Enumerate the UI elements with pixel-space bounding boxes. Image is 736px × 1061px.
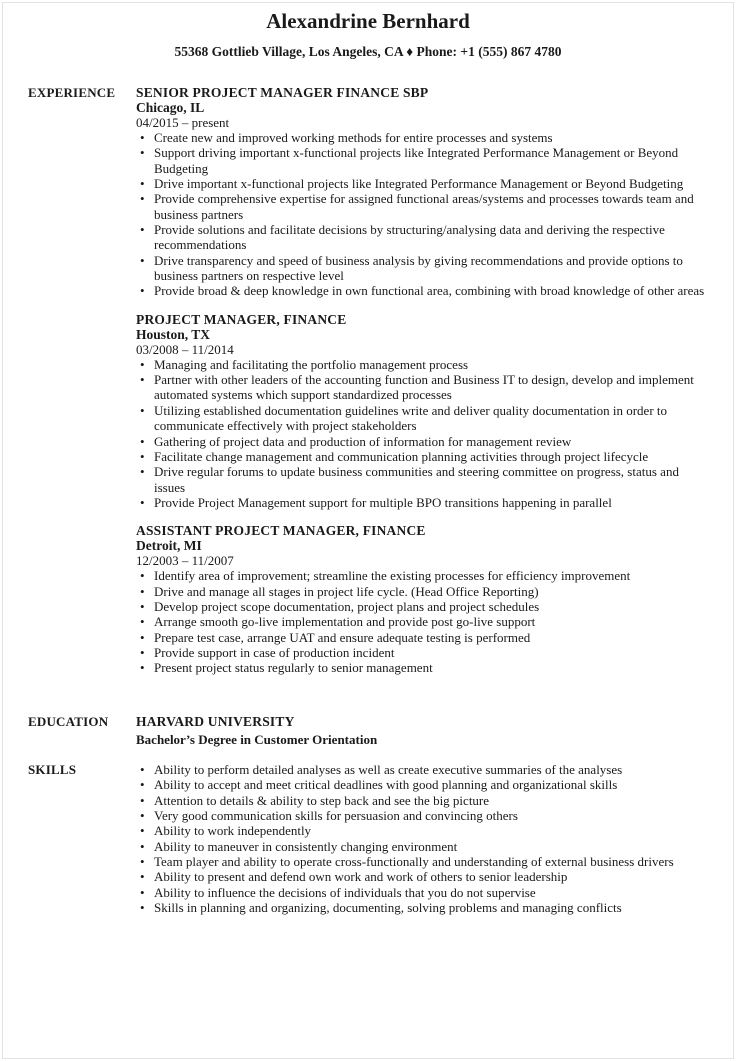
job-bullet-list [136,130,711,299]
bullet-icon: • [140,176,145,192]
job-entry [136,85,711,299]
job-bullet: • Arrange smooth go-live implementation and provide post go-live support [140,614,536,630]
bullet-icon: • [140,583,145,599]
skill-item: • Very good communication skills for persuasion and convincing others [140,808,518,824]
job-location: Detroit, MI [136,538,202,554]
job-bullet: • Drive important x-functional projects like Integrated Performance Management or Beyond Budgeting [140,176,684,192]
job-bullet: • Present project status regularly to senior management [140,660,433,676]
job-entry [136,312,711,510]
skill-item: • Ability to work independently [140,823,312,839]
candidate-name: Alexandrine Bernhard [266,9,470,33]
job-bullet: • Identify area of improvement; streamline the existing processes for efficiency improvement [140,568,631,584]
skills-label: SKILLS [28,762,77,777]
bullet-icon: • [140,644,145,660]
bullet-icon: • [140,629,145,645]
experience-label: EXPERIENCE [28,85,116,100]
job-bullet: • Provide support in case of production incident [140,644,395,660]
job-location: Houston, TX [136,326,211,342]
job-bullet: • Managing and facilitating the portfolio management process [140,356,469,372]
education-label: EDUCATION [28,714,109,729]
bullet-icon: • [140,130,145,145]
bullet-icon: • [140,598,145,614]
job-bullet: • Provide comprehensive expertise for assigned functional areas/systems and processes towards team and business partners [140,191,694,222]
skill-item: • Ability to accept and meet critical deadlines with good planning and organizational skills [140,777,618,793]
bullet-icon: • [140,222,145,238]
job-title: SENIOR PROJECT MANAGER FINANCE SBP [136,85,429,100]
bullet-icon: • [140,448,145,464]
job-bullet: • Provide broad & deep knowledge in own functional area, combining with broad knowledge of other areas [140,283,705,299]
bullet-icon: • [140,660,145,676]
job-bullet: • Drive regular forums to update business communities and steering committee on progress, status and issues [140,464,679,495]
bullet-icon: • [140,869,145,885]
skill-item: • Skills in planning and organizing, documenting, solving problems and managing conflicts [140,900,622,916]
education-body [136,714,711,747]
job-title: ASSISTANT PROJECT MANAGER, FINANCE [136,523,426,539]
job-entry [136,523,711,675]
job-bullet: • Gathering of project data and production of information for management review [140,433,572,449]
bullet-icon: • [140,823,145,839]
bullet-icon: • [140,372,145,388]
bullet-icon: • [140,777,145,793]
bullet-icon: • [140,433,145,449]
bullet-icon: • [140,145,145,161]
job-bullet-list [136,568,711,675]
job-dates: 12/2003 – 11/2007 [136,553,234,569]
skill-item: • Ability to perform detailed analyses as well as create executive summaries of the analyses [140,762,623,777]
bullet-icon: • [140,900,145,916]
bullet-icon: • [140,884,145,900]
skill-item: • Team player and ability to operate cross-functionally and understanding of external business drivers [140,854,674,870]
job-bullet: • Facilitate change management and communication planning activities through project lifecycle [140,448,649,464]
skill-item: • Ability to maneuver in consistently changing environment [140,838,458,854]
school-name: HARVARD UNIVERSITY [136,714,295,729]
bullet-icon: • [140,283,145,299]
bullet-icon: • [140,402,145,418]
job-bullet: • Develop project scope documentation, project plans and project schedules [140,598,540,614]
skills-body [136,762,711,915]
job-bullet: • Drive transparency and speed of business analysis by giving recommendations and provide options to business partners on respective level [140,252,683,284]
job-bullet: • Provide solutions and facilitate decisions by structuring/analysing data and deriving the respective recommendations [140,222,665,253]
skill-item: • Attention to details & ability to step back and see the big picture [140,792,490,808]
job-title: PROJECT MANAGER, FINANCE [136,311,347,327]
job-bullet: • Provide Project Management support for multiple BPO transitions happening in parallel [140,494,612,510]
experience-body [136,85,711,676]
job-location: Chicago, IL [136,100,205,115]
resume-header [0,8,736,61]
job-bullet: • Support driving important x-functional projects like Integrated Performance Management or Beyond Budgeting [140,145,679,176]
bullet-icon: • [140,854,145,870]
job-bullet-list [136,357,711,510]
skill-item: • Ability to influence the decisions of individuals that you do not supervise [140,884,536,900]
contact-line: 55368 Gottlieb Village, Los Angeles, CA ♦ Phone: +1 (555) 867 4780 [174,44,562,59]
bullet-icon: • [140,356,145,372]
bullet-icon: • [140,464,145,480]
job-bullet: • Drive and manage all stages in project life cycle. (Head Office Reporting) [140,583,539,599]
bullet-icon: • [140,191,145,207]
bullet-icon: • [140,808,145,824]
bullet-icon: • [140,614,145,630]
bullet-icon: • [140,792,145,808]
bullet-icon: • [140,838,145,854]
bullet-icon: • [140,252,145,268]
degree-name: Bachelor’s Degree in Customer Orientation [136,732,378,747]
job-bullet: • Prepare test case, arrange UAT and ensure adequate testing is performed [140,629,531,645]
skill-item: • Ability to present and defend own work and work of others to senior leadership [140,869,568,885]
skills-list [136,762,711,915]
bullet-icon: • [140,762,145,777]
job-bullet: • Create new and improved working methods for entire processes and systems [140,130,553,145]
job-dates: 04/2015 – present [136,115,230,130]
bullet-icon: • [140,568,145,584]
bullet-icon: • [140,494,145,510]
job-dates: 03/2008 – 11/2014 [136,341,234,357]
job-bullet: • Utilizing established documentation guidelines write and deliver quality documentation in order to communicate effectively with project stakeholders [140,402,668,434]
job-bullet: • Partner with other leaders of the accounting function and Business IT to design, develop and implement automated systems which support standardized processes [140,372,694,403]
